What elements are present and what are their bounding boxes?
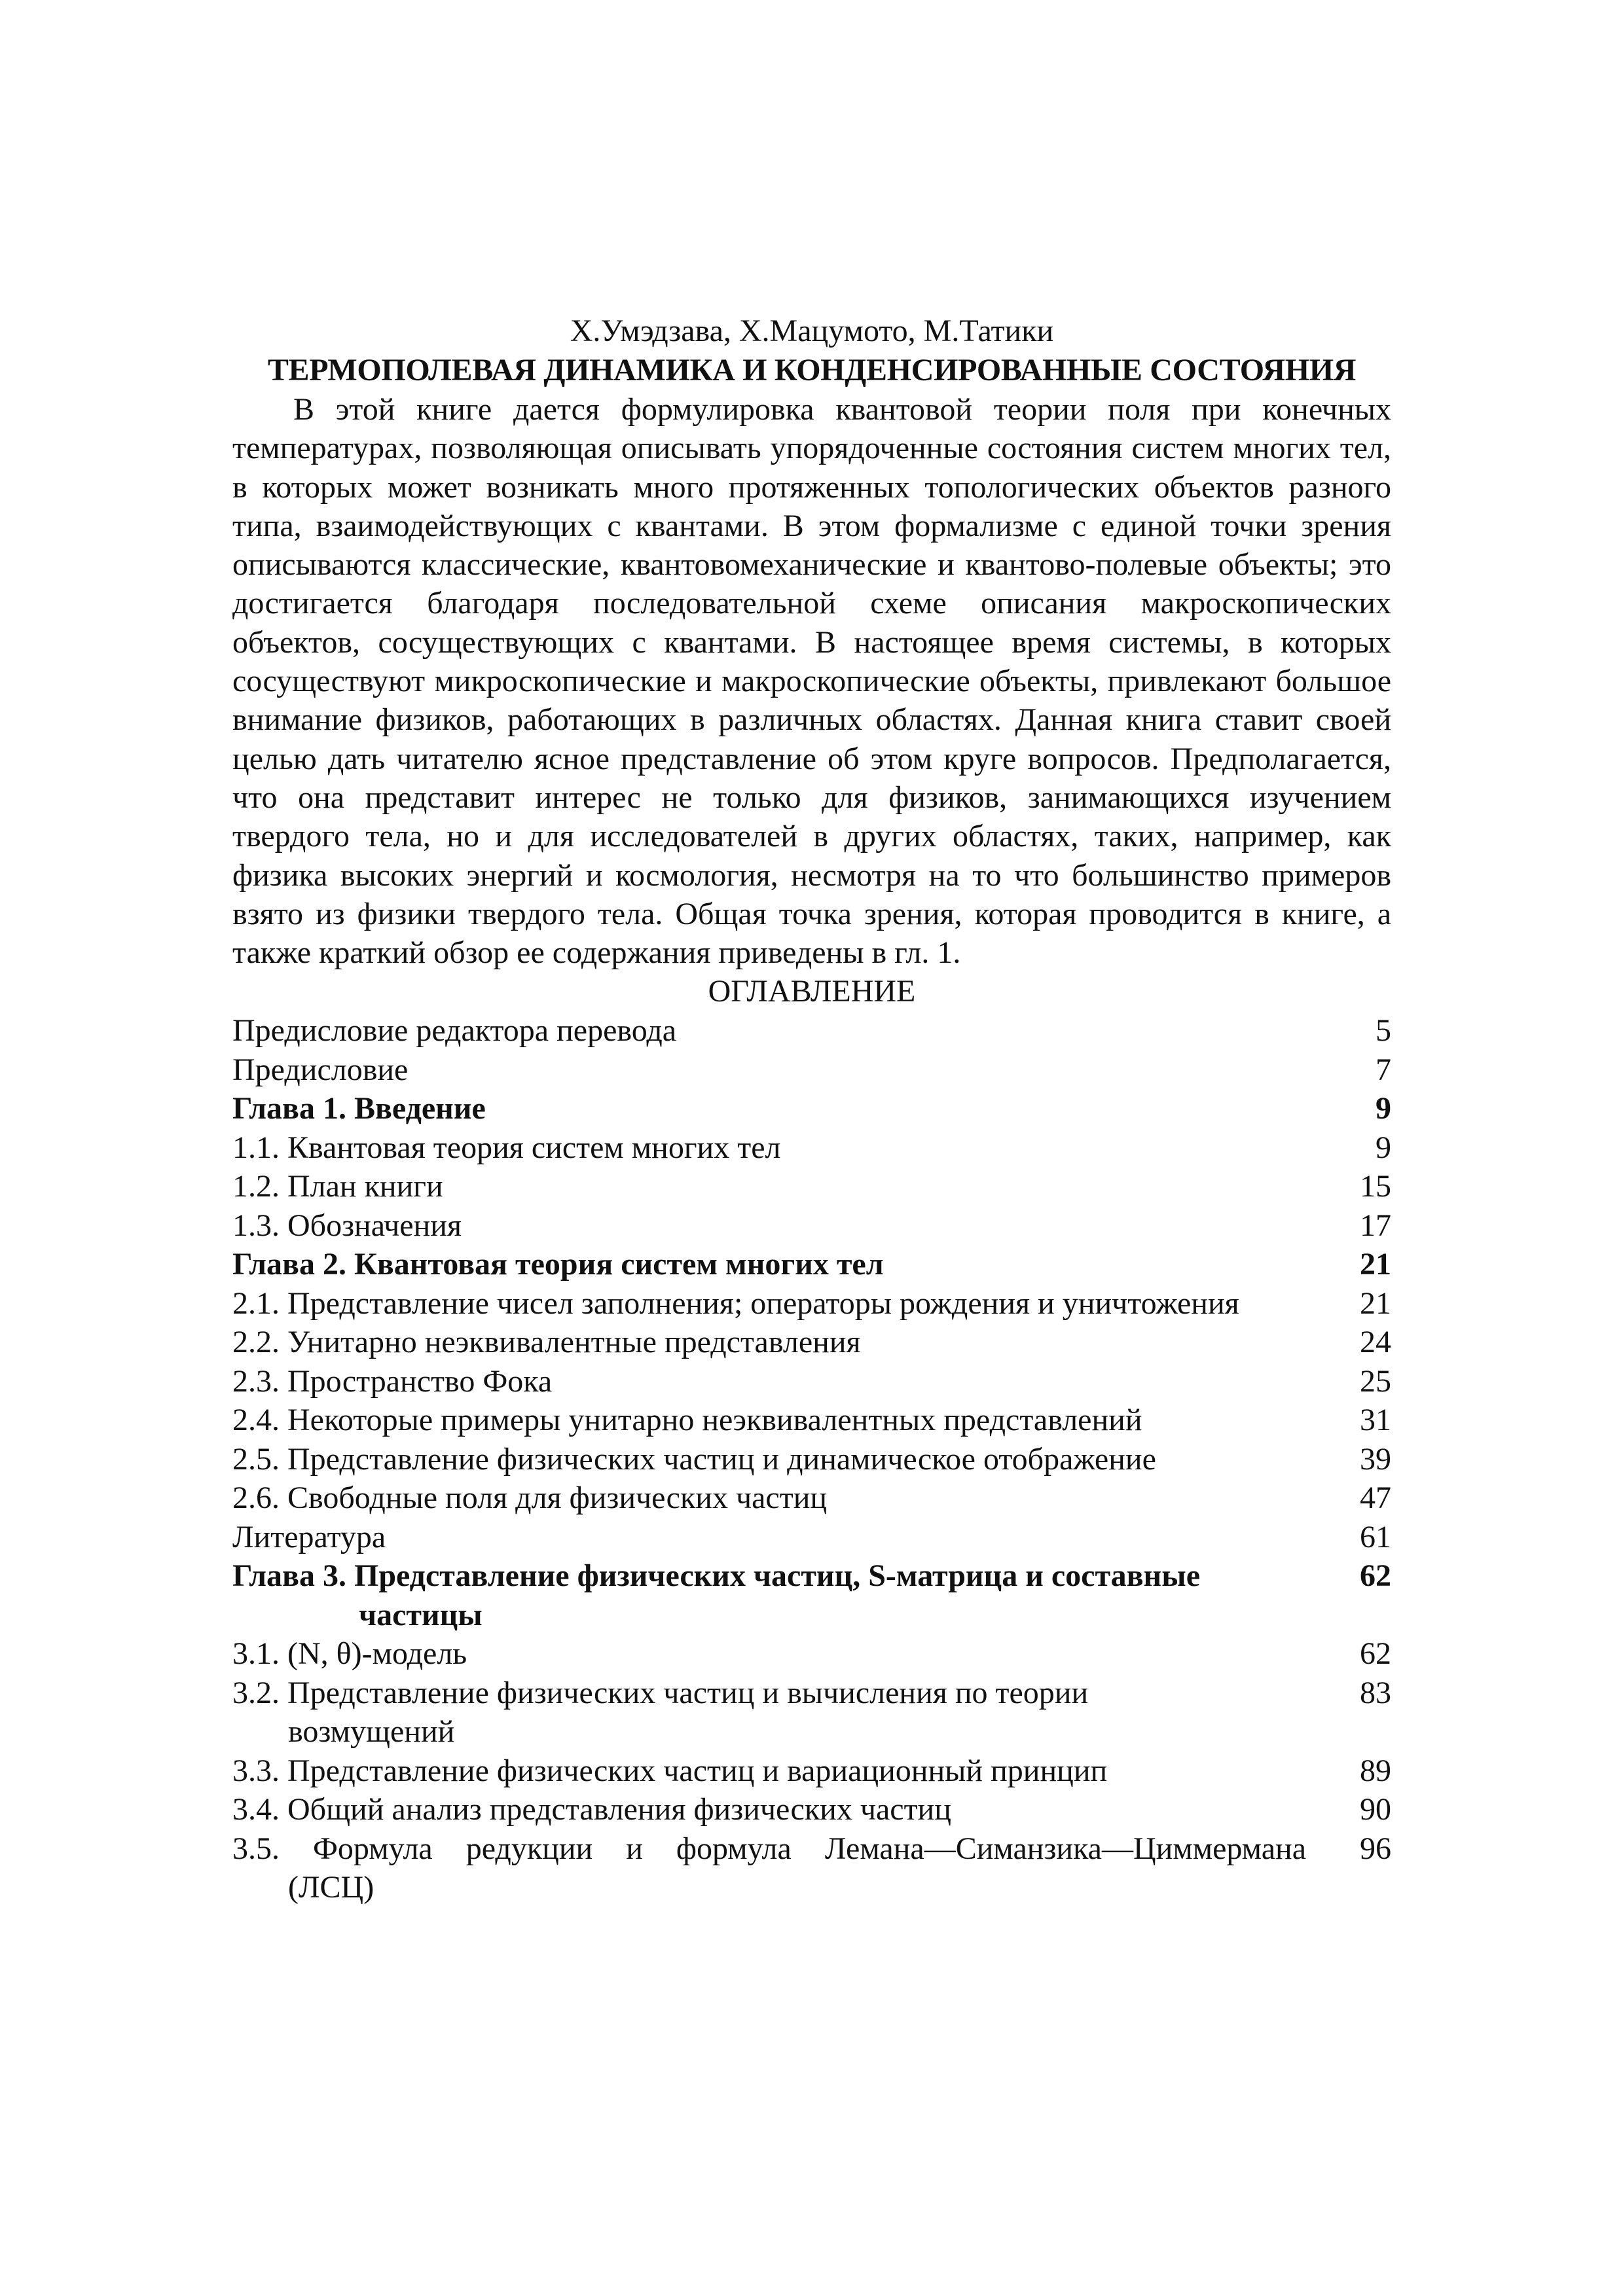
toc-entry xyxy=(232,1401,1391,1440)
book-title: ТЕРМОПОЛЕВАЯ ДИНАМИКА И КОНДЕНСИРОВАННЫЕ СОСТОЯНИЯ xyxy=(267,353,1357,387)
toc-entry xyxy=(232,1011,1391,1050)
toc-entry-page: 47 xyxy=(1360,1480,1391,1516)
toc-entry-page: 9 xyxy=(1376,1130,1391,1165)
toc-entry xyxy=(232,1829,1391,1907)
toc-entry-title: Предисловие редактора перевода xyxy=(232,1013,677,1049)
toc-entry-title: 2.3. Пространство Фока xyxy=(232,1363,553,1399)
toc-entry-title: Предисловие xyxy=(232,1052,409,1087)
toc-entry-title-continuation: (ЛСЦ) xyxy=(288,1870,374,1905)
toc-entry xyxy=(232,1167,1391,1206)
toc-entry-page: 24 xyxy=(1360,1325,1391,1360)
toc-entry-page: 21 xyxy=(1360,1285,1391,1321)
page-content xyxy=(232,312,1391,1907)
toc-entry xyxy=(232,1128,1391,1168)
toc-entry xyxy=(232,1790,1391,1829)
toc-entry-page: 83 xyxy=(1360,1675,1391,1710)
toc-entry xyxy=(232,1323,1391,1362)
toc-entry-title xyxy=(232,1556,1306,1634)
toc-entry-title: Глава 2. Квантовая теория систем многих тел xyxy=(232,1247,884,1282)
toc-entry-page: 15 xyxy=(1360,1169,1391,1204)
toc-entry-title-continuation: частицы xyxy=(359,1597,483,1632)
book-abstract: В этой книге дается формулировка квантовой теории поля при конечных температурах, позволяющая описывать упорядоченные состояния систем многих тел, в которых может возникать много протяженных топологических объектов разного типа, взаимодействующих с квантами. В этом формализме с единой точки зрения описываются классические, квантовомеханические и квантово-полевые объекты; это достигается благодаря последовательной схеме описания макроскопических объектов, сосуществующих с квантами. В настоящее время системы, в которых сосуществуют микроскопические и макроскопические объекты, привлекают большое внимание физиков, работающих в различных областях. Данная книга ставит своей целью дать читателю ясное представление об этом круге вопросов. Предполагается, что она представит интерес не только для физиков, занимающихся изучением твердого тела, но и для исследователей в других областях, таких, например, как физика высоких энергий и космология, несмотря на то что большинство примеров взято из физики твердого тела. Общая точка зрения, которая проводится в книге, а также краткий обзор ее содержания приведены в гл. 1. xyxy=(232,392,1391,971)
toc-entry xyxy=(232,1440,1391,1479)
toc-entry-title-line: 3.5. Формула редукции и формула Лемана—Симанзика—Циммермана xyxy=(232,1831,1306,1866)
toc-entry xyxy=(232,1518,1391,1557)
toc-entry-page: 31 xyxy=(1360,1403,1391,1438)
toc-entry-page: 21 xyxy=(1360,1247,1391,1282)
book-authors: Х.Умэдзава, Х.Мацумото, М.Татики xyxy=(570,314,1054,348)
toc-entry-title xyxy=(232,1829,1306,1907)
toc-entry-title-continuation: возмущений xyxy=(288,1714,455,1749)
toc-entry-page: 62 xyxy=(1360,1636,1391,1672)
toc-entry-title: Литература xyxy=(232,1519,386,1554)
toc-entry-title: 3.1. (N, θ)-модель xyxy=(232,1636,467,1672)
toc-entry-page: 5 xyxy=(1376,1013,1391,1049)
toc-entry-page: 96 xyxy=(1360,1831,1391,1866)
toc-entry xyxy=(232,1362,1391,1401)
toc-entry-page: 61 xyxy=(1360,1519,1391,1554)
toc-entry xyxy=(232,1751,1391,1791)
toc-entry-title xyxy=(232,1674,1306,1751)
toc-entry-title: 2.1. Представление чисел заполнения; операторы рождения и уничтожения xyxy=(232,1285,1239,1321)
toc-entry-page: 62 xyxy=(1360,1558,1391,1594)
toc-entry-title: 2.4. Некоторые примеры унитарно неэквивалентных представлений xyxy=(232,1403,1142,1438)
toc-entry xyxy=(232,1050,1391,1090)
toc-entry-title: 2.5. Представление физических частиц и динамическое отображение xyxy=(232,1441,1156,1477)
toc-entry-title: Глава 1. Введение xyxy=(232,1091,486,1126)
table-of-contents xyxy=(232,1011,1391,1907)
toc-entry-title: 3.3. Представление физических частиц и вариационный принцип xyxy=(232,1753,1108,1788)
toc-entry-title: 2.6. Свободные поля для физических частиц xyxy=(232,1480,828,1516)
toc-entry-page: 25 xyxy=(1360,1363,1391,1399)
toc-chapter-entry xyxy=(232,1556,1391,1634)
toc-chapter-entry xyxy=(232,1089,1391,1128)
toc-entry-title: 1.1. Квантовая теория систем многих тел xyxy=(232,1130,781,1165)
toc-entry-page: 90 xyxy=(1360,1792,1391,1827)
toc-chapter-entry xyxy=(232,1245,1391,1284)
toc-entry xyxy=(232,1674,1391,1751)
toc-entry-title: 2.2. Унитарно неэквивалентные представления xyxy=(232,1325,861,1360)
toc-entry-title: 1.3. Обозначения xyxy=(232,1208,462,1243)
toc-entry-page: 17 xyxy=(1360,1208,1391,1243)
toc-entry xyxy=(232,1284,1391,1323)
toc-entry-title-line: Глава 3. Представление физических частиц, S-матрица и составные xyxy=(232,1558,1200,1594)
toc-heading: ОГЛАВЛЕНИЕ xyxy=(708,974,916,1009)
toc-entry-page: 7 xyxy=(1376,1052,1391,1087)
toc-entry-title: 3.4. Общий анализ представления физических частиц xyxy=(232,1792,951,1827)
toc-entry xyxy=(232,1206,1391,1246)
toc-entry-page: 9 xyxy=(1376,1091,1391,1126)
toc-entry-page: 39 xyxy=(1360,1441,1391,1477)
toc-entry xyxy=(232,1479,1391,1518)
toc-entry-page: 89 xyxy=(1360,1753,1391,1788)
toc-entry-title-line: 3.2. Представление физических частиц и вычисления по теории xyxy=(232,1675,1089,1710)
toc-entry-title: 1.2. План книги xyxy=(232,1169,443,1204)
toc-entry xyxy=(232,1634,1391,1674)
